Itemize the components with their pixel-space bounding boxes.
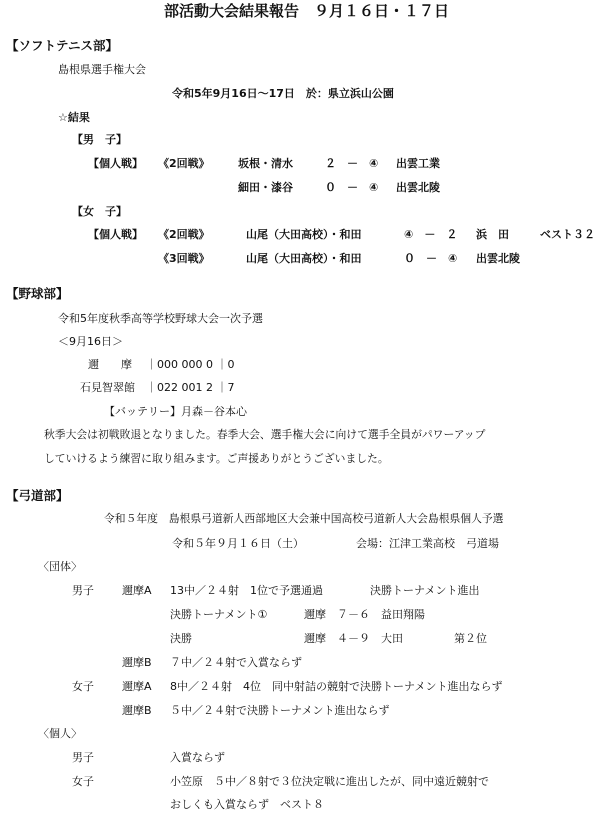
baseball-comment-line-1: 秋季大会は初戦敗退となりました。春季大会、選手権大会に向けて選手全員がパワーアップ — [44, 428, 486, 441]
detail-cell: 邇摩 ７－６ 益田翔陽 — [304, 608, 425, 621]
baseball-battery: 【バッテリー】月森－谷本心 — [104, 405, 247, 418]
category-cell: 男子 — [72, 751, 94, 764]
opponent-cell: 出雲北陵 — [396, 181, 440, 194]
result-cell: ５中／２４射で決勝トーナメント進出ならず — [170, 704, 390, 717]
team-name: 邇 摩 — [88, 358, 132, 371]
detail-cell: 決勝トーナメント進出 — [370, 584, 480, 597]
round-cell: 《2回戦》 — [158, 157, 210, 170]
kyudo-section-header: 【弓道部】 — [6, 488, 69, 503]
document-title: 部活動大会結果報告 ９月１６日・１７日 — [164, 2, 450, 20]
detail-cell: 邇摩 ４－９ 大田 — [304, 632, 403, 645]
tennis-date-venue: 令和5年9月16日～17日 於：県立浜山公園 — [172, 87, 394, 100]
result-cell: 8中／２４射 4位 同中射詰の競射で決勝トーナメント進出ならず — [170, 680, 503, 693]
tennis-section-header: 【ソフトテニス部】 — [6, 38, 119, 53]
baseball-section-header: 【野球部】 — [6, 286, 69, 301]
event-cell: 【個人戦】 — [88, 228, 143, 241]
score-cell: ０ － ④ — [325, 181, 379, 194]
baseball-date: ＜9月16日＞ — [58, 335, 123, 348]
category-cell: 女子 — [72, 775, 94, 788]
result-cell: 決勝トーナメント① — [170, 608, 268, 621]
score-cell: ２ － ④ — [325, 157, 379, 170]
opponent-cell: 浜 田 — [476, 228, 509, 241]
result-cell: ７中／２４射で入賞ならず — [170, 656, 302, 669]
team-cell: 邇摩A — [122, 680, 152, 693]
category-cell: 女子 — [72, 680, 94, 693]
note-cell: ベスト３２ — [540, 228, 595, 241]
tennis-tournament: 島根県選手権大会 — [58, 63, 146, 76]
team-cell: 邇摩A — [122, 584, 152, 597]
players-cell: 坂根・清水 — [238, 157, 293, 170]
players-cell: 山尾（大田高校）・和田 — [246, 252, 362, 265]
inning-scores: ｜022 001 2 ｜7 — [146, 381, 235, 394]
baseball-comment-line-2: していけるよう練習に取り組みます。ご声援ありがとうございました。 — [44, 452, 389, 465]
placement-cell: 第２位 — [454, 632, 487, 645]
kyudo-individual-label: 〈個人〉 — [38, 727, 82, 740]
category-cell: 男子 — [72, 584, 94, 597]
team-cell: 邇摩B — [122, 656, 152, 669]
kyudo-team-label: 〈団体〉 — [38, 560, 82, 573]
kyudo-venue: 会場：江津工業高校 弓道場 — [356, 537, 499, 550]
team-cell: 邇摩B — [122, 704, 152, 717]
result-cell: 13中／２４射 1位で予選通過 — [170, 584, 323, 597]
round-cell: 《2回戦》 — [158, 228, 210, 241]
baseball-tournament: 令和5年度秋季高等学校野球大会一次予選 — [58, 312, 263, 325]
score-cell: ④ － ２ — [404, 228, 458, 241]
opponent-cell: 出雲北陵 — [476, 252, 520, 265]
result-cell: おしくも入賞ならず ベスト８ — [170, 798, 324, 811]
players-cell: 山尾（大田高校）・和田 — [246, 228, 362, 241]
event-cell: 【個人戦】 — [88, 157, 143, 170]
score-cell: ０ － ④ — [404, 252, 458, 265]
players-cell: 細田・漆谷 — [238, 181, 293, 194]
result-cell: 入賞ならず — [170, 751, 225, 764]
tennis-men-label: 【男 子】 — [72, 133, 127, 146]
result-cell: 決勝 — [170, 632, 192, 645]
inning-scores: ｜000 000 0 ｜0 — [146, 358, 235, 371]
round-cell: 《3回戦》 — [158, 252, 210, 265]
opponent-cell: 出雲工業 — [396, 157, 440, 170]
tennis-women-label: 【女 子】 — [72, 205, 127, 218]
kyudo-tournament: 令和５年度 島根県弓道新人西部地区大会兼中国高校弓道新人大会島根県個人予選 — [104, 512, 504, 525]
kyudo-date: 令和５年９月１６日（土） — [172, 537, 304, 550]
result-cell: 小笠原 ５中／８射で３位決定戦に進出したが、同中遠近競射で — [170, 775, 489, 788]
tennis-results-label: ☆結果 — [58, 111, 90, 124]
team-name: 石見智翠館 — [80, 381, 135, 394]
